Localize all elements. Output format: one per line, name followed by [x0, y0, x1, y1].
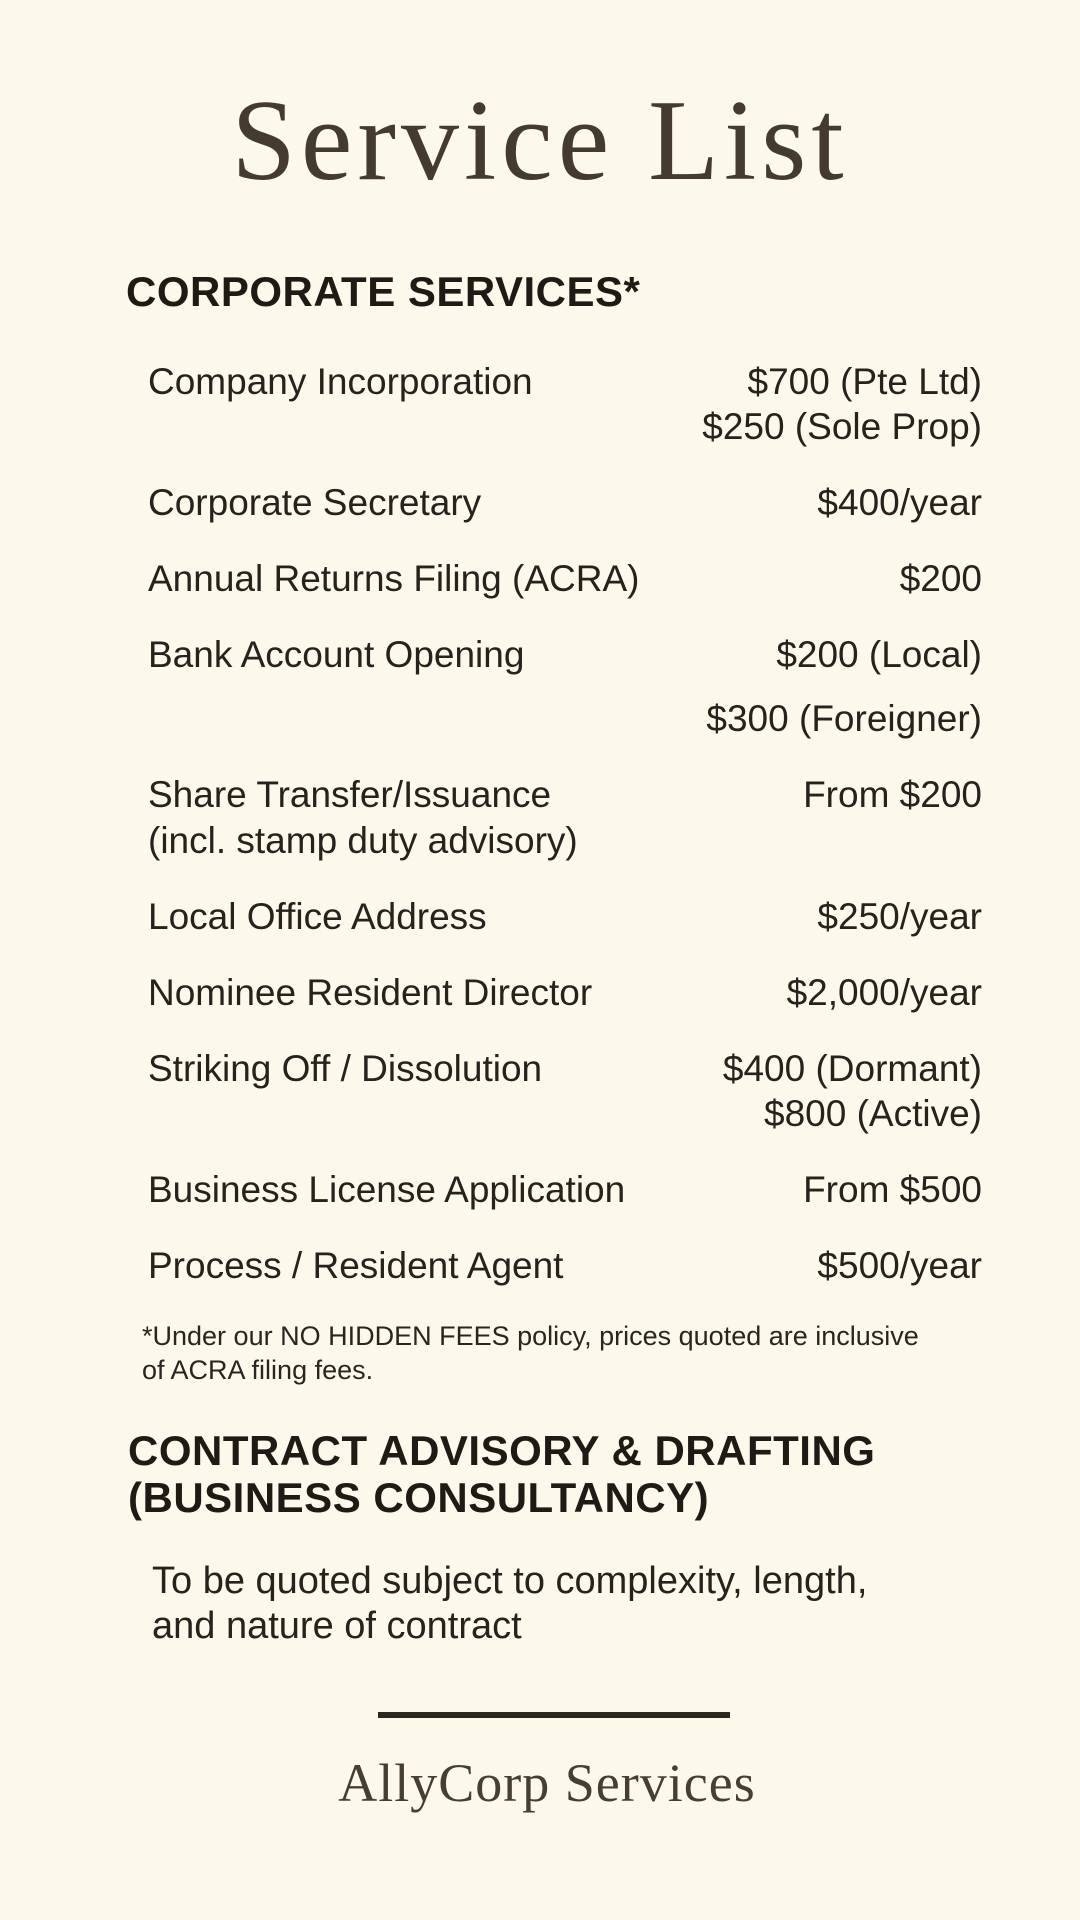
- service-label-line: (incl. stamp duty advisory): [148, 819, 578, 861]
- service-price-line: $800 (Active): [764, 1093, 982, 1134]
- section-heading-line: (BUSINESS CONSULTANCY): [128, 1474, 710, 1522]
- service-price: [702, 359, 982, 449]
- brand-name: AllyCorp Services: [338, 1753, 756, 1814]
- service-label-line: Striking Off / Dissolution: [148, 1047, 543, 1089]
- service-label-line: Business License Application: [148, 1169, 626, 1211]
- service-row: [148, 772, 982, 862]
- service-label-line: Share Transfer/Issuance: [148, 774, 552, 816]
- service-price-line: $200: [899, 558, 982, 599]
- service-price-line: From $500: [803, 1169, 982, 1211]
- service-label-line: Company Incorporation: [148, 360, 533, 402]
- contract-advisory-note-line: To be quoted subject to complexity, length,: [152, 1560, 868, 1603]
- footnote-line: *Under our NO HIDDEN FEES policy, prices quoted are inclusive: [142, 1321, 919, 1352]
- service-row-list: [148, 359, 982, 1289]
- service-price: [817, 480, 982, 525]
- service-price: [803, 772, 982, 817]
- service-label: [148, 1167, 625, 1212]
- service-price: [817, 894, 982, 939]
- service-label-line: Process / Resident Agent: [148, 1245, 564, 1287]
- service-label-line: Corporate Secretary: [148, 481, 482, 523]
- service-price-line: $400 (Dormant): [722, 1047, 982, 1089]
- content-area: [0, 268, 1080, 1649]
- service-price-line: $500/year: [817, 1245, 982, 1287]
- service-label: [148, 1243, 563, 1288]
- service-price: [803, 1167, 982, 1212]
- service-label: [148, 1046, 542, 1091]
- service-row: [148, 556, 982, 601]
- service-price: [706, 632, 982, 741]
- service-price: [723, 1046, 982, 1136]
- service-label-line: Annual Returns Filing (ACRA): [148, 558, 640, 599]
- service-label-line: Nominee Resident Director: [148, 971, 593, 1013]
- service-label: [148, 480, 481, 525]
- service-row: [148, 480, 982, 525]
- footnote: [142, 1319, 982, 1387]
- service-price-line: $700 (Pte Ltd): [747, 360, 982, 402]
- contract-advisory-note: [152, 1559, 982, 1648]
- section-heading-contract-advisory: [128, 1427, 982, 1521]
- service-row: [148, 632, 982, 741]
- section-heading-line: CONTRACT ADVISORY & DRAFTING: [128, 1427, 876, 1475]
- service-price-line: $300 (Foreigner): [706, 698, 982, 740]
- service-label-line: Local Office Address: [148, 895, 487, 937]
- service-label: [148, 359, 533, 404]
- service-price: [787, 970, 982, 1015]
- footnote-line: of ACRA filing fees.: [142, 1355, 374, 1386]
- service-row: [148, 1243, 982, 1288]
- service-row: [148, 970, 982, 1015]
- service-price: [900, 556, 982, 601]
- service-label: [148, 632, 524, 677]
- service-label-line: Bank Account Opening: [148, 634, 525, 676]
- section-heading-corporate-services: CORPORATE SERVICES*: [126, 267, 641, 315]
- service-label: [148, 970, 592, 1015]
- service-price-line: $400/year: [817, 481, 982, 523]
- service-row: [148, 1167, 982, 1212]
- service-price: [817, 1243, 982, 1288]
- service-row: [148, 1046, 982, 1136]
- service-label: [148, 894, 487, 939]
- footer-divider: [378, 1712, 730, 1718]
- service-price-line: $200 (Local): [776, 634, 982, 676]
- service-label: [148, 772, 578, 862]
- service-price-line: From $200: [803, 774, 982, 816]
- contract-advisory-note-line: and nature of contract: [152, 1604, 522, 1647]
- page-title: Service List: [231, 77, 849, 205]
- service-price-line: $2,000/year: [786, 971, 982, 1013]
- service-row: [148, 894, 982, 939]
- service-price-line: $250/year: [817, 895, 982, 937]
- service-label: [148, 556, 639, 601]
- service-row: [148, 359, 982, 449]
- service-price-line: $250 (Sole Prop): [702, 405, 982, 447]
